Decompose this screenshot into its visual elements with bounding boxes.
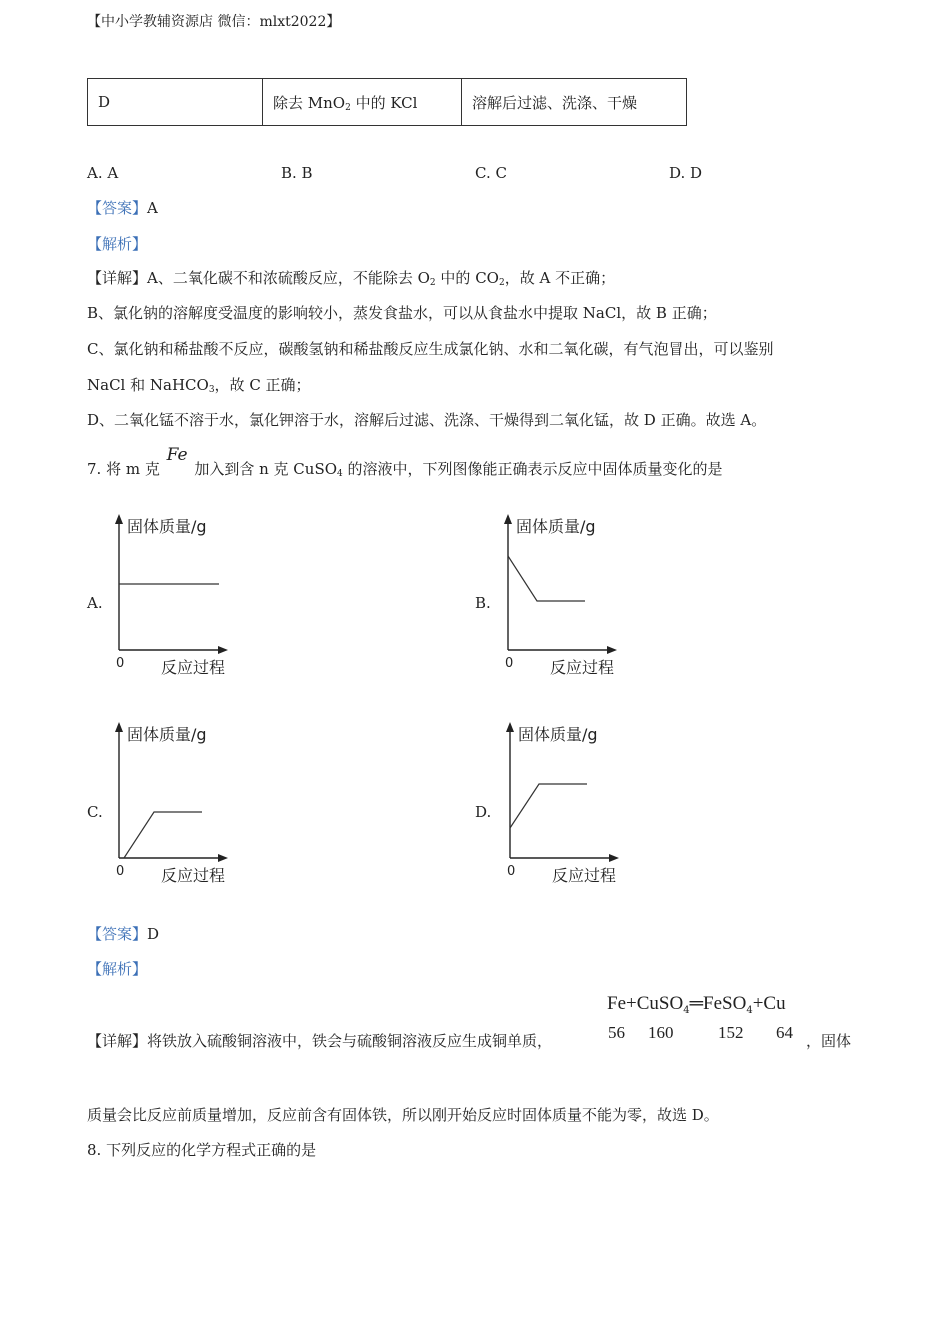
choice-a: A. A: [87, 164, 119, 182]
graph-line: [510, 784, 587, 828]
x-axis-label: 反应过程: [550, 658, 615, 677]
graph-line: [508, 556, 585, 601]
x-axis-arrow-icon: [607, 646, 617, 654]
q6-detail-d: D、二氧化锰不溶于水，氯化钾溶于水，溶解后过滤、洗涤、干燥得到二氧化锰，故 D 正确。故选 A。: [87, 411, 767, 429]
y-axis-label: 固体质量/g: [127, 517, 207, 536]
q6-answer: [87, 201, 158, 216]
y-axis-arrow-icon: [506, 722, 514, 732]
answer-value: D: [147, 925, 160, 943]
mass-cu: 64: [776, 1023, 793, 1042]
graph-b-option: B.: [475, 594, 491, 612]
table-row: [88, 79, 687, 126]
x-axis-arrow-icon: [609, 854, 619, 862]
reaction-equation: Fe+CuSO$_4$═FeSO$_4$+Cu: [607, 993, 786, 1016]
answer-tag: 【答案】: [87, 199, 148, 217]
x-axis-arrow-icon: [218, 854, 228, 862]
x-axis-arrow-icon: [218, 646, 228, 654]
choice-d: D. D: [669, 164, 703, 182]
y-axis-arrow-icon: [504, 514, 512, 524]
origin-label: 0: [116, 656, 125, 671]
choice-b: B. B: [281, 164, 313, 182]
x-axis-label: 反应过程: [161, 658, 226, 677]
origin-label: 0: [507, 864, 516, 879]
y-axis-arrow-icon: [115, 514, 123, 524]
graph-a: [112, 512, 238, 682]
table-cell-option: D: [88, 79, 263, 126]
page-header: 【中小学教辅资源店 微信：mlxt2022】: [87, 14, 341, 30]
graph-b: [501, 512, 627, 682]
q6-detail-c2: NaCl 和 NaHCO$_3$，故 C 正确；: [87, 376, 311, 395]
origin-label: 0: [116, 864, 125, 879]
answer-value: A: [147, 199, 158, 217]
y-axis-label: 固体质量/g: [518, 725, 598, 744]
mass-feso4: 152: [718, 1023, 744, 1042]
graph-line: [124, 812, 202, 858]
answer-tag: 【答案】: [87, 925, 148, 943]
y-axis-label: 固体质量/g: [516, 517, 596, 536]
graph-d-option: D.: [475, 803, 492, 821]
graph-c: [112, 720, 238, 890]
graph-a-option: A.: [87, 594, 103, 612]
x-axis-label: 反应过程: [161, 866, 226, 885]
q7-answer: [87, 927, 159, 942]
graph-c-option: C.: [87, 803, 103, 821]
table-cell-method: 溶解后过滤、洗涤、干燥: [462, 79, 687, 126]
q7-stem: 7. 将 m 克 Fe 加入到含 n 克 CuSO$_4$ 的溶液中，下列图像能正确表示反应中固体质量变化的是: [87, 445, 723, 479]
q8-stem: 8. 下列反应的化学方程式正确的是: [87, 1141, 317, 1159]
y-axis-label: 固体质量/g: [127, 725, 207, 744]
origin-label: 0: [505, 656, 514, 671]
choice-c: C. C: [475, 164, 507, 182]
q7-analysis-tag: 【解析】: [87, 960, 148, 978]
q6-analysis-tag: 【解析】: [87, 235, 148, 253]
option-table: [87, 78, 687, 126]
graph-d: [503, 720, 629, 890]
q7-detail-line1: 【详解】将铁放入硫酸铜溶液中，铁会与硫酸铜溶液反应生成铜单质，: [87, 1032, 553, 1050]
q6-detail-b: B、氯化钠的溶解度受温度的影响较小，蒸发食盐水，可以从食盐水中提取 NaCl，故 B 正确；: [87, 304, 717, 322]
q6-detail-a: 【详解】A、二氧化碳不和浓硫酸反应，不能除去 $O_2$ 中的 $CO_2$，故 A 不正确；: [87, 269, 616, 288]
q6-detail-c1: C、氯化钠和稀盐酸不反应，碳酸氢钠和稀盐酸反应生成氯化钠、水和二氧化碳，有气泡冒出，可以鉴别: [87, 340, 774, 358]
q7-detail-tail: ，固体: [806, 1032, 852, 1050]
table-cell-purpose: 除去 MnO$_2$ 中的 KCl: [263, 79, 462, 126]
y-axis-arrow-icon: [115, 722, 123, 732]
mass-fe: 56: [608, 1023, 625, 1042]
x-axis-label: 反应过程: [552, 866, 617, 885]
fe-symbol: Fe: [166, 445, 188, 465]
q7-detail-line2: 质量会比反应前质量增加，反应前含有固体铁，所以刚开始反应时固体质量不能为零，故选 D。: [87, 1106, 719, 1124]
mass-cuso4: 160: [648, 1023, 674, 1042]
